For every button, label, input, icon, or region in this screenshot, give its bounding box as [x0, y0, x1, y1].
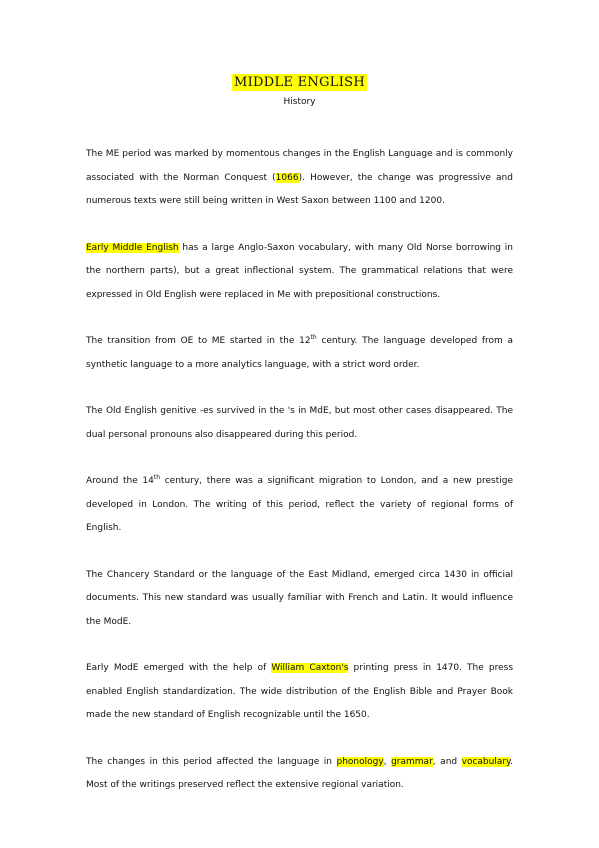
p6-text: The Chancery Standard or the language of the East Midland, emerged circa 1430 in official documents. This new standard was usually familiar with French and Latin. It would influence the ModE. — [86, 569, 513, 627]
p1-text-a: The ME period was marked by momentous changes in the English Language and is commonly associated with the Norman Conquest ( — [86, 149, 513, 183]
document-title: MIDDLE ENGLISH — [233, 75, 365, 90]
p8-highlight-grammar: grammar — [391, 756, 433, 767]
p3-text-a: The transition from OE to ME started in the 12 — [86, 336, 311, 346]
p1-text-b: ). However, the change was progressive and numerous texts were still being written in West Saxon between 1100 and 1200. — [86, 172, 513, 206]
p4-text: The Old English genitive -es survived in the 's in MdE, but most other cases disappeared. The dual personal pronouns also disappeared during this period. — [86, 406, 513, 440]
p5-text-a: Around the 14 — [86, 476, 154, 486]
p5-superscript: th — [153, 474, 161, 481]
title-wrap — [0, 71, 599, 90]
paragraph-4 — [86, 400, 513, 447]
p3-text-b: century. The language developed from a synthetic language to a more analytics language, with a strict word order. — [86, 336, 513, 370]
p8-sep-2: , and — [432, 756, 462, 767]
document-body — [86, 143, 513, 821]
p8-text-a: The changes in this period affected the language in — [86, 756, 337, 767]
document-subtitle: History — [283, 97, 316, 107]
p5-text-b: century, there was a significant migration to London, and a new prestige developed in London. The writing of this period, reflect the variety of regional forms of English. — [86, 476, 514, 533]
paragraph-5 — [86, 470, 513, 541]
paragraph-7 — [86, 657, 513, 728]
p8-sep-1: , — [383, 756, 392, 767]
p7-highlight: William Caxton's — [271, 663, 349, 673]
p2-highlight: Early Middle English — [86, 242, 179, 253]
paragraph-2 — [86, 237, 513, 308]
p8-highlight-vocabulary: vocabulary — [461, 756, 511, 767]
p8-text-b: . Most of the writings preserved reflect the extensive regional variation. — [86, 756, 513, 790]
p3-superscript: th — [310, 334, 317, 341]
p1-highlight-year: 1066 — [275, 172, 299, 183]
p7-text-a: Early ModE emerged with the help of — [86, 663, 272, 673]
p8-highlight-phonology: phonology — [336, 756, 384, 767]
paragraph-1 — [86, 143, 513, 214]
paragraph-8 — [86, 751, 513, 798]
p2-text: has a large Anglo-Saxon vocabulary, with many Old Norse borrowing in the northern parts), but a great inflectional system. The grammatical relations that were expressed in Old English were replaced in Me with prepositional constructions. — [86, 242, 513, 300]
paragraph-3 — [86, 330, 513, 377]
paragraph-6 — [86, 564, 513, 635]
p7-text-b: printing press in 1470. The press enabled English standardization. The wide distribution of the English Bible and Prayer Book made the new standard of English recognizable until the 1650. — [86, 663, 514, 720]
